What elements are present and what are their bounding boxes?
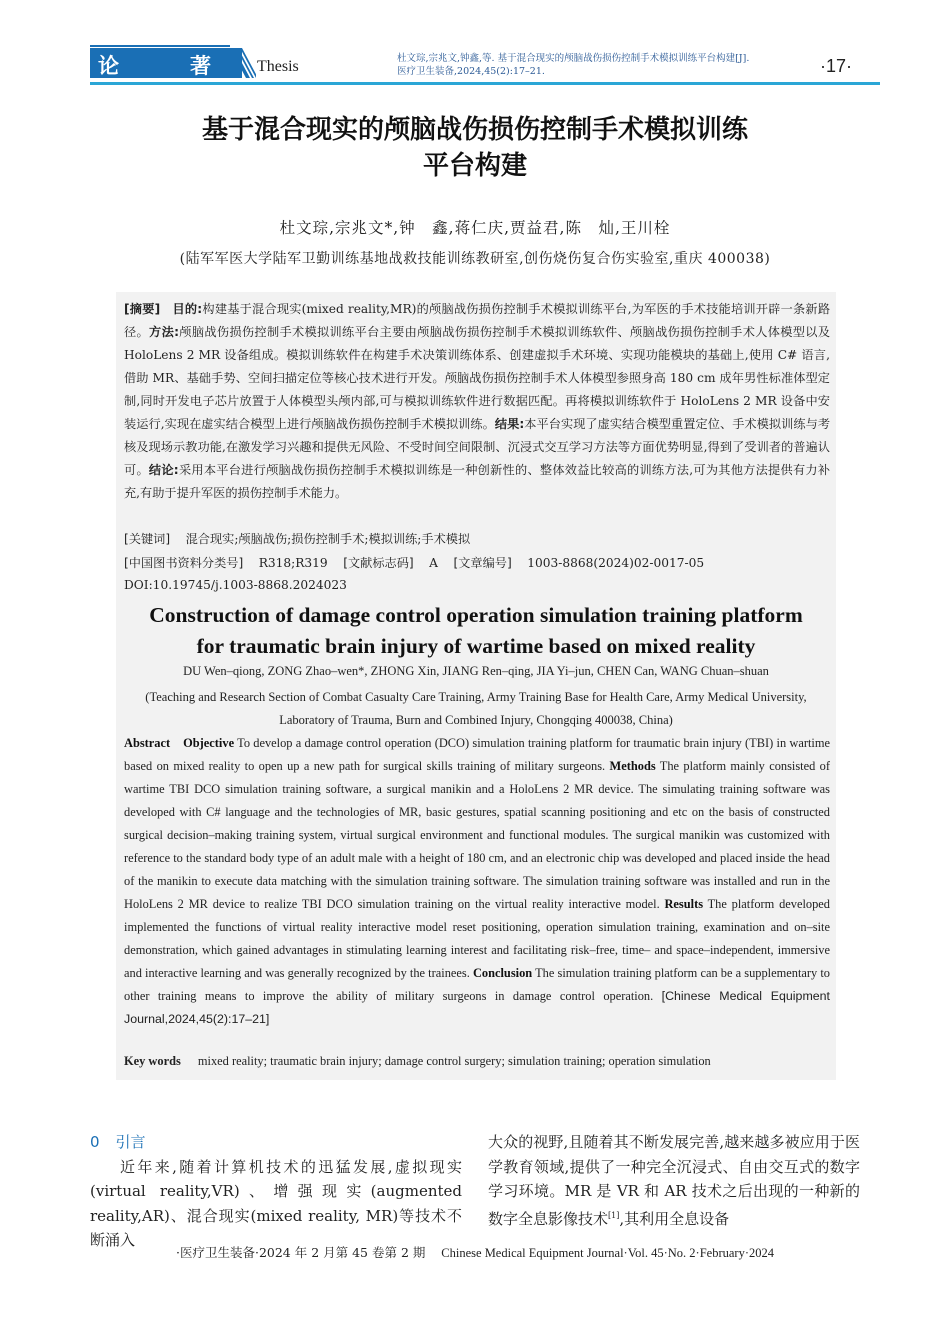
footer-en: Chinese Medical Equipment Journal·Vol. 45·No. 2·February·2024 — [441, 1246, 774, 1260]
objective-label: 目的: — [172, 302, 203, 316]
intro-text-a: 大众的视野,且随着其不断发展完善,越来越多被应用于医学教育领域,提供了一种完全沉浸式、自由交互式的数字学习环境。MR 是 VR 和 AR 技术之后出现的一种新的数字全息影像技术 — [488, 1133, 860, 1228]
en-abstract-label: Abstract — [124, 736, 171, 750]
english-title — [116, 600, 836, 662]
methods-text: 颅脑战伤损伤控制手术模拟训练平台主要由颅脑战伤损伤控制手术模拟训练软件、颅脑战伤损伤控制手术人体模型以及 HoloLens 2 MR 设备组成。模拟训练软件在构建手术决策训练体系、创建虚拟手术环境、实现功能模块的基础上,使用 C# 语言,借助 MR、基础手势、空间扫描定位等核心技术进行开发。颅脑战伤损伤控制手术人体模型参照身高 180 cm 成年男性标准体型定制,同时开发电子芯片放置于人体模型头颅内部,可与模拟训练软件进行数据匹配。再将模拟训练软件于 HoloLens 2 MR 设备中安装运行,实现在虚实结合模型上进行颅脑战伤损伤控制手术模拟训练。 — [124, 325, 831, 431]
en-objective-text: To develop a damage control operation (DCO) simulation training platform for traumatic brain injury (TBI) in wartime based on mixed reality to open up a new path for surgical skills training of military surgeons. — [124, 736, 831, 773]
keywords-value: 混合现实;颅脑战伤;损伤控制手术;模拟训练;手术模拟 — [185, 532, 471, 546]
english-abstract — [124, 732, 830, 1031]
en-conclusion-text: The simulation training platform can be a supplementary to other training means to improve the ability of military surgeons in damage control operation. — [124, 966, 830, 1003]
en-conclusion-label: Conclusion — [472, 966, 533, 980]
keywords-label: [关键词] — [124, 532, 171, 546]
methods-label: 方法: — [149, 325, 179, 339]
header-rule — [90, 82, 880, 85]
en-results-label: Results — [664, 897, 704, 911]
results-label: 结果: — [494, 417, 525, 431]
paper-title-line-2: 平台构建 — [422, 151, 527, 181]
section-label-left: 论 — [98, 54, 119, 78]
intro-paragraph: 近年来,随着计算机技术的迅猛发展,虚拟现实(virtual reality,VR)、增强现实(augmented reality,AR)、混合现实(mixed reality, MR)等技术不断涌入 — [90, 1157, 462, 1249]
running-footer — [0, 1243, 950, 1261]
doi[interactable]: DOI:10.19745/j.1003-8868.2024023 — [124, 578, 347, 592]
running-header — [90, 48, 880, 88]
en-methods-text: The platform mainly consisted of wartime TBI DCO simulation training software, a surgical manikin and a HoloLens 2 MR device. The simulating training software was developed with C# language and the technologies of MR, basic gestures, spatial scanning positioning and etc on the basis of constructed surgical decision–making training system, virtual surgical environment and functional modules. The surgical manikin was customized with reference to the standard body type of an adult male with a height of 180 cm, and an electronic chip was developed and placed inside the head of the manikin to execute data matching with the simulation training software. The simulation training software was installed and run in the HoloLens 2 MR device to realize TBI DCO simulation training on the virtual reality interactive model. — [124, 759, 830, 911]
en-objective-label: Objective — [183, 736, 235, 750]
reference-1[interactable]: [1] — [608, 1210, 620, 1220]
article-no-value: 1003-8868(2024)02-0017-05 — [527, 556, 705, 570]
english-title-line-1: Construction of damage control operation simulation training platform — [149, 603, 803, 627]
english-author-list: DU Wen–qiong, ZONG Zhao–wen*, ZHONG Xin, JIANG Ren–qing, JIA Yi–jun, CHEN Can, WANG Chuan–shuan — [183, 664, 769, 678]
en-methods-label: Methods — [609, 759, 656, 773]
diagonal-stripes-icon — [230, 48, 256, 78]
conclusion-label: 结论: — [148, 463, 179, 477]
en-keywords-value: mixed reality; traumatic brain injury; damage control surgery; simulation training; operation simulation — [197, 1054, 711, 1068]
doc-code-value: A — [429, 556, 438, 570]
en-keywords-label: Key words — [124, 1054, 181, 1068]
chinese-abstract — [124, 298, 830, 505]
body-column-left — [90, 1130, 462, 1253]
footer-zh: ·医疗卫生装备·2024 年 2 月第 45 卷第 2 期 — [176, 1245, 426, 1260]
citation-line-2: 医疗卫生装备,2024,45(2):17–21. — [397, 66, 545, 77]
section-label-right: 著 — [190, 54, 211, 78]
header-band-top-rule — [90, 45, 230, 47]
section-label-en: Thesis — [257, 58, 299, 75]
chinese-keywords — [124, 530, 830, 547]
en-results-text: The platform developed implemented the functions of virtual reality interactive model reset positioning, operation simulation training, examination and on–site demonstration, which gained advantages in stimulating learning interest and facilitating risk–free, time– and space–independent, immersive and interactive learning and was generally recognized by the trainees. — [124, 897, 830, 980]
clc-value: R318;R319 — [258, 556, 328, 570]
clc-label: [中国图书资料分类号] — [124, 556, 244, 570]
section-title: 引言 — [115, 1133, 146, 1151]
intro-paragraph-continued — [488, 1130, 860, 1231]
doc-code-label: [文献标志码] — [343, 556, 414, 570]
citation-header — [397, 52, 749, 78]
en-citation: [Chinese Medical Equipment Journal,2024,45(2):17–21] — [124, 989, 830, 1026]
classification-line — [124, 554, 830, 571]
paper-title-line-1: 基于混合现实的颅脑战伤损伤控制手术模拟训练 — [201, 115, 748, 145]
english-affiliation: (Teaching and Research Section of Combat Casualty Care Training, Army Training Base for Health Care, Army Medical University, Laboratory of Trauma, Burn and Combined Injury, Chongqing 400038, China) — [145, 690, 807, 727]
author-list: 杜文琮,宗兆文*,钟 鑫,蒋仁庆,贾益君,陈 灿,王川栓 — [279, 219, 671, 237]
abstract-box — [116, 292, 836, 1080]
results-text: 本平台实现了虚实结合模型重置定位、手术模拟训练与考核及现场示教功能,在激发学习兴趣和提供无风险、不受时间空间限制、沉浸式交互学习方法等方面优势明显,得到了受训者的普遍认可。 — [124, 417, 831, 477]
intro-text-b: ,其利用全息设备 — [619, 1209, 730, 1228]
section-heading — [90, 1130, 462, 1155]
english-title-line-2: for traumatic brain injury of wartime based on mixed reality — [196, 634, 756, 658]
section-number: 0 — [90, 1133, 100, 1151]
english-keywords — [124, 1054, 830, 1069]
citation-line-1: 杜文琮,宗兆文,钟鑫,等. 基于混合现实的颅脑战伤损伤控制手术模拟训练平台构建[J]. — [397, 53, 750, 64]
article-no-label: [文章编号] — [453, 556, 512, 570]
page-number: ·17· — [820, 56, 853, 76]
conclusion-text: 采用本平台进行颅脑战伤损伤控制手术模拟训练是一种创新性的、整体效益比较高的训练方法,可为其他方法提供有力补充,有助于提升军医的损伤控制手术能力。 — [124, 463, 831, 500]
affiliation: (陆军军医大学陆军卫勤训练基地战救技能训练教研室,创伤烧伤复合伤实验室,重庆 400038) — [179, 251, 771, 267]
abstract-label: [摘要] — [124, 302, 161, 316]
body-column-right — [488, 1130, 860, 1231]
objective-text: 构建基于混合现实(mixed reality,MR)的颅脑战伤损伤控制手术模拟训练平台,为军医的手术技能培训开辟一条新路径。 — [124, 302, 831, 339]
